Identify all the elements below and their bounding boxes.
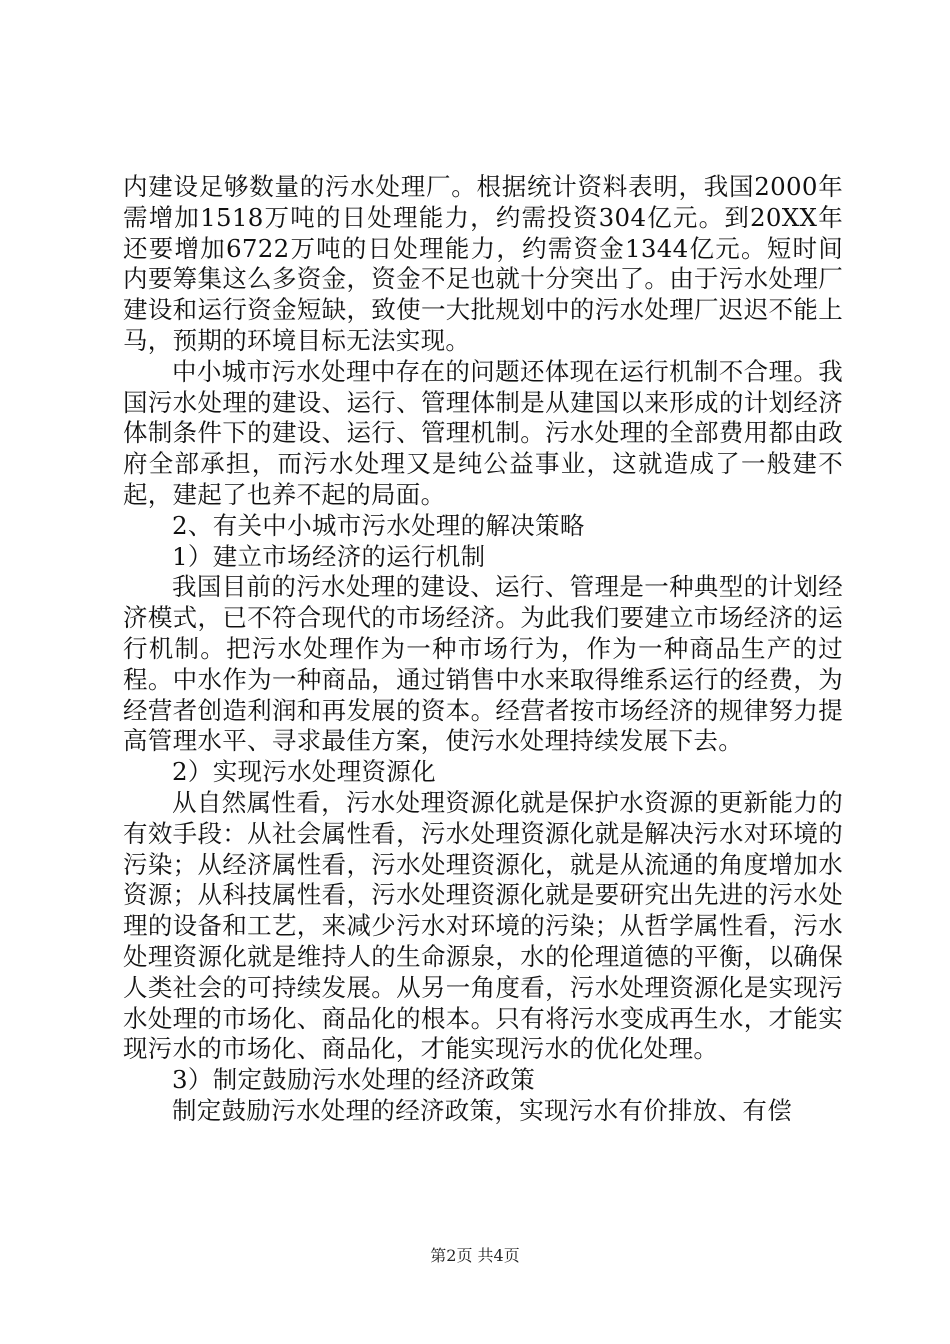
page-number-footer: 第2页 共4页 (430, 1246, 520, 1265)
paragraph-continuation: 内建设足够数量的污水处理厂。根据统计资料表明，我国2000年需增加1518万吨的日处理能力，约需投资304亿元。到20XX年还要增加6722万吨的日处理能力，约需资金1344亿元。短时间内要筹集这么多资金，资金不足也就十分突出了。由于污水处理厂建设和运行资金短缺，致使一大批规划中的污水处理厂迟迟不能上马，预期的环境目标无法实现。 (123, 172, 843, 355)
subheading-resource-recovery: 2）实现污水处理资源化 (172, 757, 436, 787)
paragraph-economic-policy: 制定鼓励污水处理的经济政策，实现污水有价排放、有偿 (172, 1095, 792, 1125)
subheading-market-mechanism: 1）建立市场经济的运行机制 (172, 541, 486, 571)
subheading-economic-policy: 3）制定鼓励污水处理的经济政策 (172, 1065, 536, 1095)
document-body (123, 172, 843, 1127)
section-heading-solutions: 2、有关中小城市污水处理的解决策略 (172, 510, 585, 540)
paragraph-resource-recovery: 从自然属性看，污水处理资源化就是保护水资源的更新能力的有效手段：从社会属性看，污水处理资源化就是解决污水对环境的污染；从经济属性看，污水处理资源化，就是从流通的角度增加水资源；从科技属性看，污水处理资源化就是要研究出先进的污水处理的设备和工艺，来减少污水对环境的污染；从哲学属性看，污水处理资源化就是维持人的生命源泉，水的伦理道德的平衡，以确保人类社会的可持续发展。从另一角度看，污水处理资源化是实现污水处理的市场化、商品化的根本。只有将污水变成再生水，才能实现污水的市场化、商品化，才能实现污水的优化处理。 (123, 787, 843, 1064)
paragraph-market-mechanism: 我国目前的污水处理的建设、运行、管理是一种典型的计划经济模式，已不符合现代的市场经济。为此我们要建立市场经济的运行机制。把污水处理作为一种市场行为，作为一种商品生产的过程。中水作为一种商品，通过销售中水来取得维系运行的经费，为经营者创造利润和再发展的资本。经营者按市场经济的规律努力提高管理水平、寻求最佳方案，使污水处理持续发展下去。 (123, 572, 843, 756)
paragraph-operation-mechanism: 中小城市污水处理中存在的问题还体现在运行机制不合理。我国污水处理的建设、运行、管理体制是从建国以来形成的计划经济体制条件下的建设、运行、管理机制。污水处理的全部费用都由政府全部承担，而污水处理又是纯公益事业，这就造成了一般建不起，建起了也养不起的局面。 (123, 356, 843, 509)
